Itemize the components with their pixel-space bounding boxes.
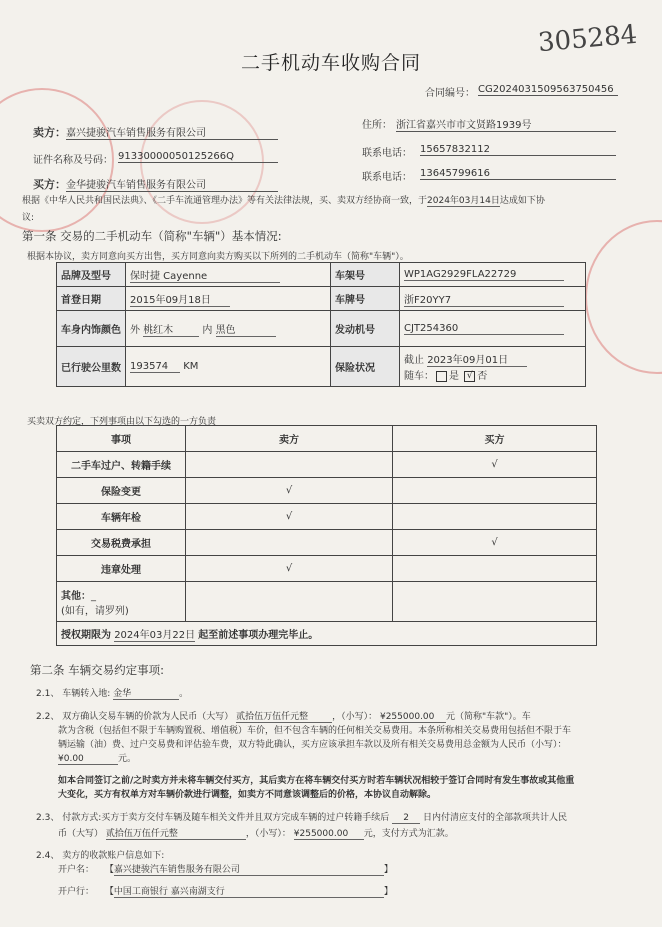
seller-phone-value: 15657832112 [420,144,616,156]
matters-other-seller [186,582,393,622]
buyer-phone-label: 联系电话： [362,172,412,183]
basis-text-2: 达成如下协 [499,196,545,206]
c22-amount: ¥255000.00 [380,712,446,723]
c23-num: 2.3、 [36,813,60,823]
matters-row-seller: √ [186,504,393,530]
insurance-until-label: 截止 [404,355,424,366]
payee-label: 开户名： [58,865,95,875]
matters-row-buyer [393,478,597,504]
other-note: (如有，请罗列) [61,605,129,617]
seller-label: 卖方： [33,126,66,139]
clause-2-2-line3: 辆运输（油）费、过户交易费和评估验车费，双方特此确认，买方应该承担车款以及所有相关交易费用总金额为人民币（小写）： [58,740,567,750]
engine-value: CJT254360 [404,323,564,335]
color-cell [126,311,331,347]
page-title: 二手机动车收购合同 [240,52,421,74]
plate-label: 车牌号 [331,287,400,311]
deadline-label: 授权期限为 [61,629,111,641]
reg-cell [126,287,331,311]
contract-no: CG2024031509563750456 [478,84,618,96]
clause-2-1 [36,686,188,700]
deadline-cell [57,622,597,646]
payee-row: 开户名： 【嘉兴捷骏汽车销售服务有限公司 】 [58,862,393,876]
matters-row-buyer [393,504,597,530]
sign-date: 2024年03月14日 [427,193,500,207]
clause-2-2-line4 [58,751,136,765]
matters-row-seller [186,452,393,478]
address-label: 住所： [362,120,392,131]
clause-2-3-line2 [58,826,454,840]
insurance-label: 保险状况 [331,347,400,387]
c23-text-4: ，（小写）： [245,829,291,839]
plate-cell [400,287,586,311]
article2-title: 第二条 车辆交易约定事项: [30,663,165,677]
c22-fee: ¥0.00 [58,754,118,765]
matters-header-seller: 卖方 [186,426,393,452]
c23-text-5: 元，支付方式为汇款。 [363,829,454,839]
engine-cell [400,311,586,347]
yes-checkbox[interactable] [436,371,447,382]
vin-value: WP1AG2929FLA22729 [404,269,564,281]
basis-text-1: 根据《中华人民共和国民法典》、《二手车流通管理办法》等有关法律法规，买、卖双方经协商一致，于 [22,196,428,206]
address-value: 浙江省嘉兴市市文贤路1939号 [396,116,616,132]
no-label: 否 [477,371,488,382]
color-ext-value: 桃红木 [143,321,199,337]
vehicle-table [56,262,586,387]
c22-fee-unit: 元。 [118,754,137,764]
matters-row-seller: √ [186,556,393,582]
c22-text-2: ，（小写）： [332,712,378,722]
brand-value: 保时捷 Cayenne [130,267,280,283]
matters-row-seller: √ [186,478,393,504]
c23-amount: ¥255000.00 [294,829,364,840]
notice-line-2: 大变化，买方有权单方对车辆价款进行调整，如卖方不同意该调整后的价格，本协议自动解除。 [58,790,437,800]
color-int-label: 内 [202,324,213,336]
vin-cell [400,263,586,287]
plate-value: 浙F20YY7 [404,291,564,307]
engine-label: 发动机号 [331,311,400,347]
other-value: _ [91,590,96,602]
clause-2-3-line1 [36,810,567,824]
basis-text [22,193,545,207]
article1-intro: 根据本协议，卖方同意向买方出售，买方同意向卖方购买以下所列的二手机动车（简称"车辆"）。 [27,252,409,262]
buyer-label: 买方： [33,178,66,191]
matters-row-buyer [393,556,597,582]
c23-text-2: 日内付清应支付的全部款项共计人民 [423,813,568,823]
c22-text-3: 元（简称"车款"）。车 [445,712,531,722]
article1-title: 第一条 交易的二手机动车（简称"车辆"）基本情况: [22,229,282,243]
insurance-until-value: 2023年09月01日 [427,351,527,367]
matters-table [56,425,597,646]
buyer-value: 金华捷骏汽车销售服务有限公司 [66,176,278,192]
seller-phone-label: 联系电话： [362,148,412,159]
c22-amount-cn: 贰拾伍万伍仟元整 [236,709,332,723]
basis-text-3: 议: [22,213,35,223]
id-doc-label: 证件名称及号码： [33,155,113,166]
brand-cell [126,263,331,287]
c23-amount-cn: 贰拾伍万伍仟元整 [106,826,246,840]
c24-num: 2.4、 [36,851,60,861]
c22-num: 2.2、 [36,712,60,722]
c21-num: 2.1、 [36,689,60,699]
matters-row-seller [186,530,393,556]
c21-label: 车辆转入地: [62,689,111,699]
c22-text-1: 双方确认交易车辆的价款为人民币（大写） [62,712,234,722]
seal-stamp-right [585,220,662,374]
notice-line-1: 如本合同签订之前/之时卖方并未将车辆交付买方，其后卖方在将车辆交付买方时若车辆状况相较于签订合同时有发生事故或其他重 [58,776,575,786]
matters-header-buyer: 买方 [393,426,597,452]
no-checkbox[interactable]: √ [464,371,475,382]
with-car-label: 随车： [404,371,434,382]
clause-2-4 [36,848,164,861]
contract-no-label: 合同编号： [425,88,475,99]
clause-2-2-line1 [36,709,531,723]
bank-row: 开户行： 【中国工商银行 嘉兴南湖支行 】 [58,884,393,898]
c23-text-3: 币（大写） [58,829,104,839]
deadline-suffix: 起至前述事项办理完毕止。 [198,629,319,641]
c21-end: 。 [179,689,189,699]
handwritten-number: 305284 [536,19,639,59]
bank-label: 开户行： [58,887,95,897]
color-ext-label: 外 [130,324,140,336]
buyer-phone-value: 13645799616 [420,168,616,180]
clause-2-2-line2: 款为含税（包括但不限于车辆购置税、增值税）车价，但不包含车辆的任何相关交易费用。本条所称相关交易费用包括但不限于车 [58,726,572,736]
matters-row-item: 二手车过户、转籍手续 [57,452,186,478]
bank-value: 中国工商银行 嘉兴南湖支行 [114,884,384,898]
matters-row-item: 车辆年检 [57,504,186,530]
matters-row-buyer: √ [393,530,597,556]
deadline-value: 2024年03月22日 [114,626,195,642]
reg-value: 2015年09月18日 [130,291,230,307]
mileage-unit: KM [183,360,199,372]
vin-label: 车架号 [331,263,400,287]
mileage-label: 已行驶公里数 [57,347,126,387]
matters-other-buyer [393,582,597,622]
matters-header-item: 事项 [57,426,186,452]
matters-row-item: 违章处理 [57,556,186,582]
color-int-value: 黑色 [216,321,276,337]
c21-value: 金华 [113,686,179,700]
matters-row-item: 保险变更 [57,478,186,504]
c23-text-1: 付款方式:买方于卖方交付车辆及随车相关文件并且双方完成车辆的过户转籍手续后 [62,813,390,823]
matters-other-cell [57,582,186,622]
color-label: 车身内饰颜色 [57,311,126,347]
brand-label: 品牌及型号 [57,263,126,287]
id-doc-value: 91330000050125266Q [118,151,278,163]
payee-value: 嘉兴捷骏汽车销售服务有限公司 [114,862,384,876]
c24-text-1: 卖方的收款账户信息如下: [62,851,165,861]
seller-value: 嘉兴捷骏汽车销售服务有限公司 [66,124,278,140]
matters-intro: 买卖双方约定，下列事项由以下勾选的一方负责 [27,417,217,427]
other-label: 其他： [61,590,91,602]
insurance-cell [400,347,586,387]
mileage-cell [126,347,331,387]
matters-row-buyer: √ [393,452,597,478]
reg-label: 首登日期 [57,287,126,311]
yes-label: 是 [449,371,459,382]
matters-row-item: 交易税费承担 [57,530,186,556]
mileage-value: 193574 [130,361,180,373]
c23-days: 2 [392,813,420,824]
